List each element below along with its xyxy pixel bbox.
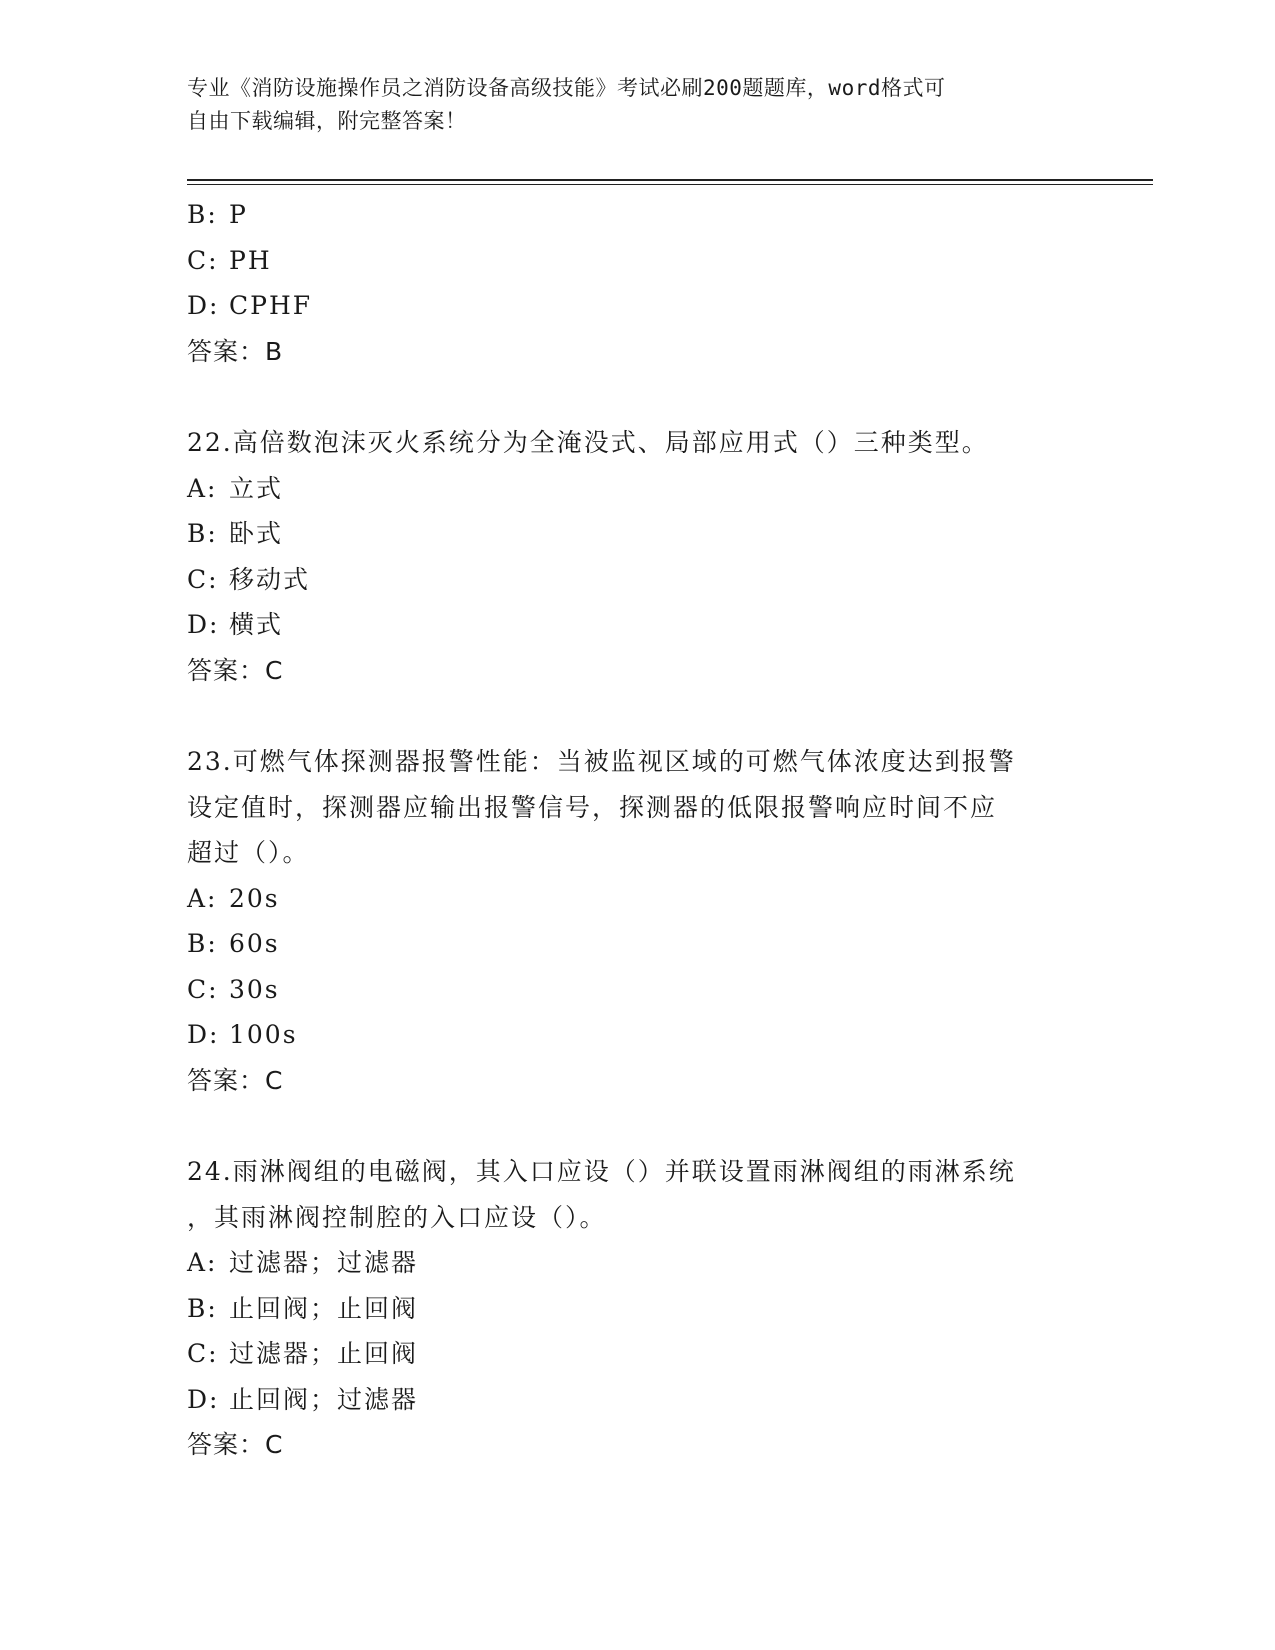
option-text: 过滤器；止回阀 [229,1339,419,1368]
option-text: 20s [229,883,280,913]
spacer [187,1103,1087,1149]
header-title-line-1: 专业《消防设施操作员之消防设备高级技能》考试必刷200题题库，word格式可 [187,76,946,100]
option-label: B: [187,1293,218,1323]
question-21-continuation [187,192,1087,374]
option-b [187,192,1087,238]
option-d [187,1012,1087,1058]
question-stem: 23.可燃气体探测器报警性能：当被监视区域的可燃气体浓度达到报警 [187,747,1016,776]
option-c [187,967,1087,1013]
option-c [187,557,1087,603]
option-label: D: [187,1384,220,1414]
option-label: A: [187,1248,218,1277]
option-text: 100s [229,1020,298,1049]
spacer [187,374,1087,420]
option-label: C: [187,564,219,594]
option-label: A: [187,883,218,913]
option-a [187,1240,1087,1286]
option-d [187,602,1087,648]
answer-line: 答案：C [187,1065,284,1095]
option-d [187,283,1087,329]
option-text: 30s [229,974,280,1004]
option-c [187,238,1087,284]
option-text: 60s [229,929,280,958]
header-divider-bottom [187,184,1153,185]
header-title-line-2: 自由下载编辑，附完整答案！ [187,109,467,133]
question-stem: 设定值时，探测器应输出报警信号，探测器的低限报警响应时间不应 [187,792,998,822]
option-text: 横式 [229,610,284,639]
option-label: B: [187,200,218,229]
option-text: 过滤器；过滤器 [229,1248,419,1277]
question-24 [187,1149,1087,1468]
option-b [187,511,1087,557]
option-label: A: [187,473,218,503]
question-list [187,192,1087,1468]
option-label: B: [187,519,218,548]
option-label: C: [187,974,219,1004]
option-text: P [229,200,248,229]
option-label: D: [187,1020,220,1049]
option-text: 移动式 [229,564,311,594]
option-b [187,1286,1087,1332]
question-stem: 超过（）。 [187,838,310,867]
question-stem: 22.高倍数泡沫灭火系统分为全淹没式、局部应用式（）三种类型。 [187,428,989,457]
option-text: 立式 [229,473,284,503]
question-stem: ，其雨淋阀控制腔的入口应设（）。 [187,1202,607,1232]
option-text: 止回阀；止回阀 [229,1293,419,1323]
option-label: D: [187,291,220,320]
option-label: B: [187,929,218,958]
option-label: C: [187,245,219,275]
answer-line: 答案：B [187,336,284,366]
answer-line: 答案：C [187,655,284,685]
answer-line: 答案：C [187,1430,284,1459]
option-text: 止回阀；过滤器 [229,1384,419,1414]
option-text: CPHF [229,291,313,320]
option-a [187,466,1087,512]
question-stem: 24.雨淋阀组的电磁阀，其入口应设（）并联设置雨淋阀组的雨淋系统 [187,1157,1016,1186]
header-divider-top [187,179,1153,181]
question-22 [187,420,1087,693]
option-label: C: [187,1339,219,1368]
question-23 [187,739,1087,1103]
option-text: 卧式 [229,519,284,548]
option-d [187,1377,1087,1423]
option-b [187,921,1087,967]
option-text: PH [229,245,272,275]
option-label: D: [187,610,220,639]
page-header [187,72,1067,138]
option-a [187,876,1087,922]
option-c [187,1331,1087,1377]
spacer [187,693,1087,739]
